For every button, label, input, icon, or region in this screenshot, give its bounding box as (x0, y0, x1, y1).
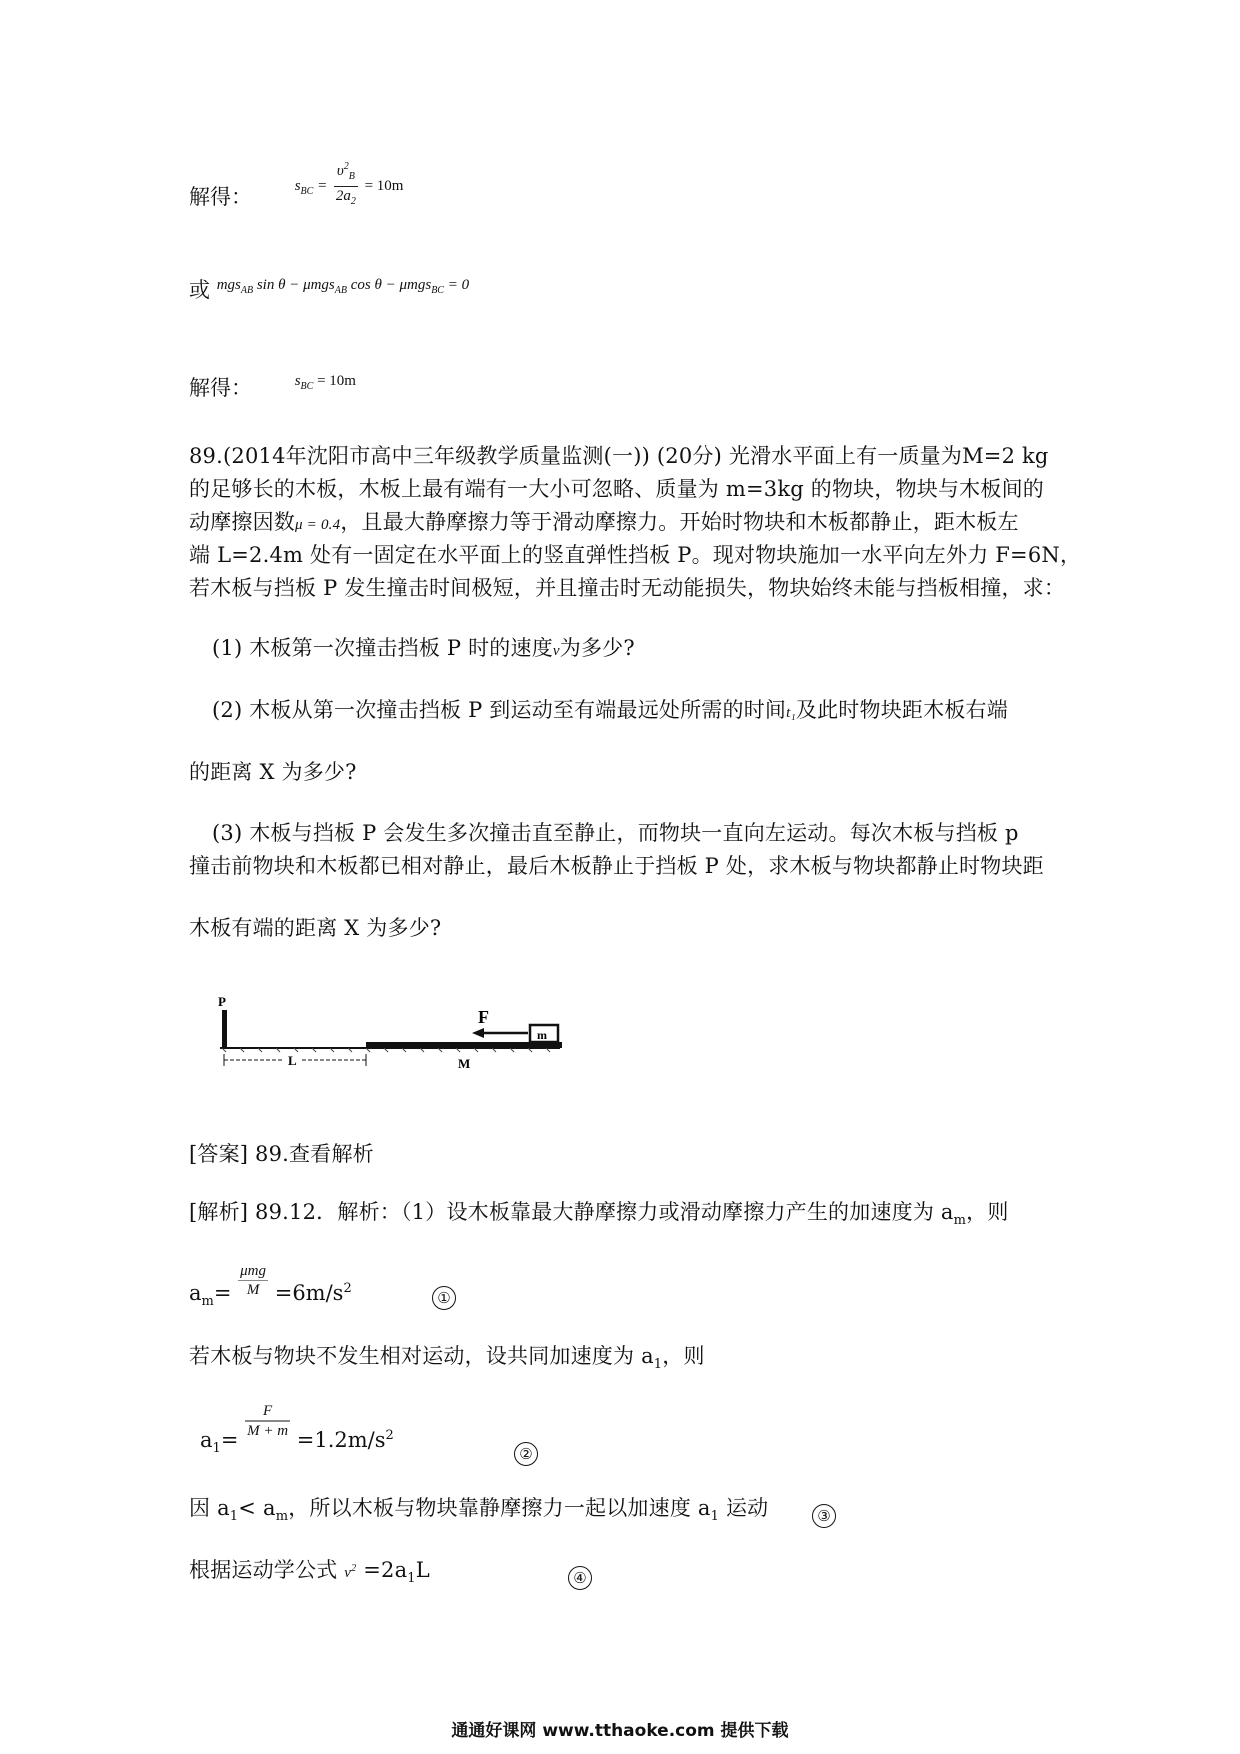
fraction: $\frac{\upsilon^2_B}{2a_2}$ (334, 158, 358, 211)
eq2-denominator: M + m (245, 1420, 290, 1440)
barrier (222, 1010, 227, 1048)
barrier-label: P (218, 994, 226, 1009)
force-label: F (478, 1007, 489, 1027)
question-3-line-1: (3) 木板与挡板 P 会发生多次撞击直至静止，而物块一直向左运动。每次木板与挡板 p (212, 821, 1019, 845)
mu-value: μ = 0.4 (295, 517, 341, 533)
problem-line-4: 端 L=2.4m 处有一固定在水平面上的竖直弹性挡板 P。现对物块施加一水平向左外力 F=6N， (189, 543, 1082, 567)
board-label: M (458, 1056, 471, 1071)
force-arrow (472, 1028, 484, 1038)
problem-line-5: 若木板与挡板 P 发生撞击时间极短，并且撞击时无动能损失，物块始终未能与挡板相撞，求： (189, 576, 1066, 600)
question-3-line-2: 撞击前物块和木板都已相对静止，最后木板静止于挡板 P 处，求木板与物块都静止时物块距 (189, 854, 1044, 878)
equation-2: $a_1=$ $\frac{F}{M + m}$ $=1.2m/s^2$ (200, 1403, 394, 1456)
page-footer: 通通好课网 www.tthaoke.com 提供下载 (451, 1721, 789, 1741)
solution-line-2 (189, 362, 356, 400)
problem-line-2: 的足够长的木板，木板上最有端有一大小可忽略、质量为 m=3kg 的物块，物块与木板间的 (189, 477, 1044, 501)
eq2-numerator: F (263, 1403, 273, 1419)
question-1: (1) 木板第一次撞击挡板 P 时的速度v为多少? (212, 636, 635, 660)
board-diagram (210, 988, 570, 1078)
answer-line: [答案] 89.查看解析 (189, 1142, 374, 1166)
problem-line-3: 动摩擦因数μ = 0.4，且最大静摩擦力等于滑动摩擦力。开始时物块和木板都静止，距木板左 (189, 510, 1019, 534)
energy-equation: mgs$_{AB}$ sin θ − μmgs$_{AB}$ cos θ − μmgs$_{BC}$ = 0 (216, 277, 470, 296)
eq1-denominator: M (238, 1280, 268, 1299)
problem-line-1: 89.(2014年沈阳市高中三年级教学质量监测(一)) (20分) 光滑水平面上有一质量为M=2 kg (189, 444, 1049, 468)
solution-label: 解得： (189, 185, 252, 209)
marker-2: ② (514, 1442, 538, 1466)
result: = 10m (364, 178, 404, 194)
alt-equation-line (189, 266, 470, 302)
text-line-2: 若木板与物块不发生相对运动，设共同加速度为 $a_1$，则 (189, 1344, 705, 1373)
marker-3: ③ (812, 1504, 836, 1528)
equation-4: 根据运动学公式 $v^2 =2a_1L$ (189, 1558, 430, 1587)
block-label: m (537, 1028, 547, 1042)
velocity-squared: $v^2$ (344, 1563, 357, 1581)
or-label: 或 (189, 278, 210, 302)
solution-label: 解得： (189, 376, 252, 400)
marker-1: ① (432, 1286, 456, 1310)
eq1-numerator: μmg (240, 1263, 267, 1279)
question-2-cont: 的距离 X 为多少? (189, 760, 357, 784)
sbc-result: $s_{BC} = 10m$ (294, 373, 356, 392)
time-symbol: t₁ (786, 705, 796, 721)
problem-figure (210, 988, 570, 1078)
analysis-line: [解析] 89.12．解析：（1）设木板靠最大静摩擦力或滑动摩擦力产生的加速度为 $a_m$，则 (189, 1200, 1009, 1229)
question-2: (2) 木板从第一次撞击挡板 P 到运动至有端最远处所需的时间t₁及此时物块距木板右端 (212, 698, 1008, 722)
equation-3: 因 $a_1< a_m$，所以木板与物块靠静摩擦力一起以加速度 $a_1$ 运动 (189, 1496, 769, 1525)
solution-line-1 (189, 158, 403, 211)
marker-4: ④ (568, 1566, 592, 1590)
sbc-symbol: $s_{BC}$ = (294, 178, 328, 197)
question-3-line-3: 木板有端的距离 X 为多少? (189, 916, 442, 940)
equation-1: $a_m=$ $\frac{\text{μmg}}{M}$ $=6m/s^2$ (189, 1263, 352, 1309)
velocity-symbol: v (552, 643, 560, 659)
length-label: L (288, 1053, 297, 1068)
